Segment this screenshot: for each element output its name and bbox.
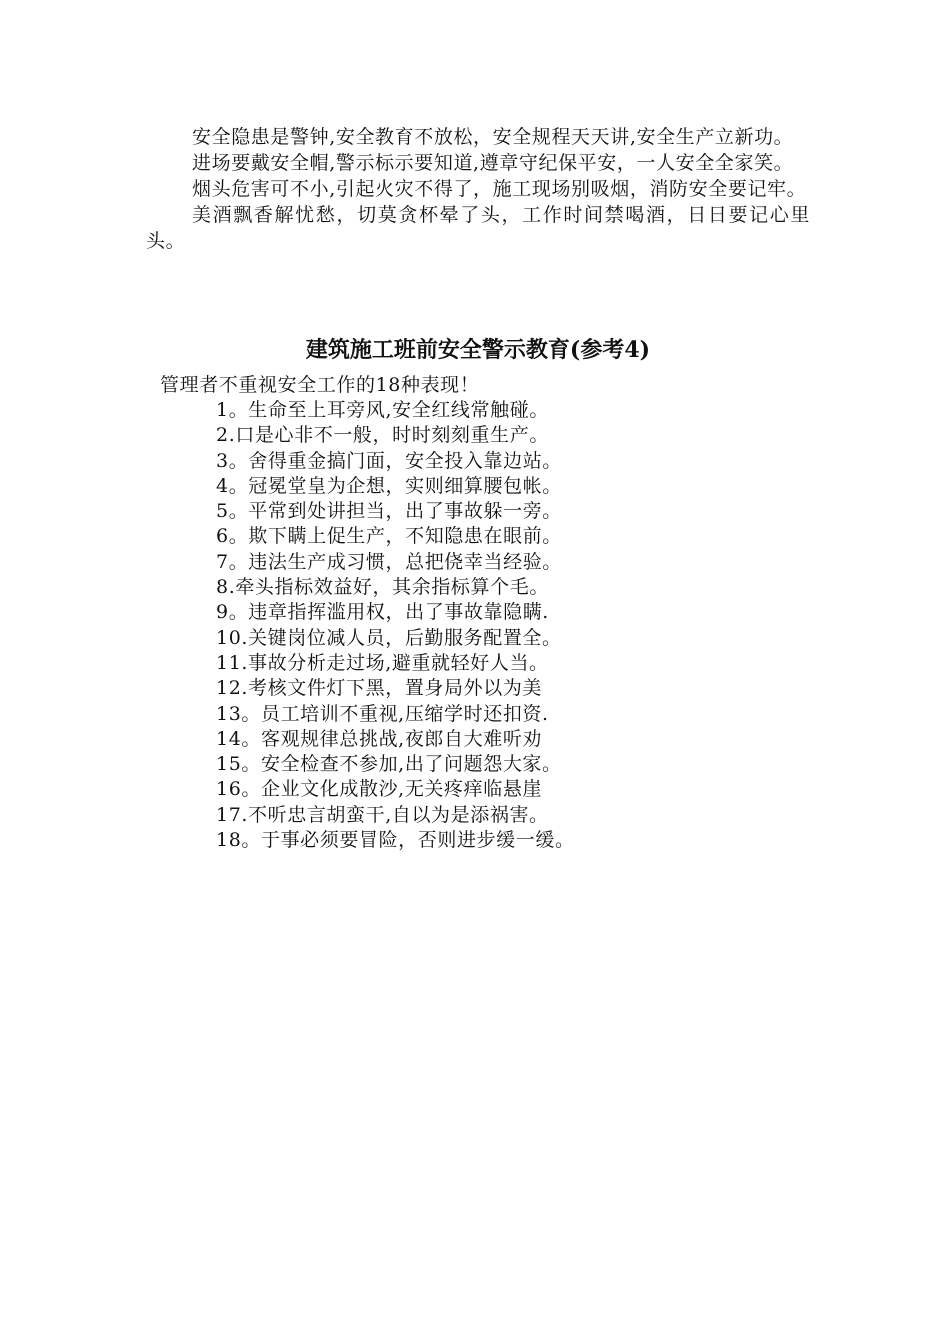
list-item: 10.关键岗位减人员，后勤服务配置全。 — [216, 626, 562, 649]
list-item: 13。员工培训不重视,压缩学时还扣资. — [216, 702, 549, 725]
intro-paragraph-3: 烟头危害可不小,引起火灾不得了，施工现场别吸烟，消防安全要记牢。 — [192, 178, 807, 200]
list-item: 12.考核文件灯下黑，置身局外以为美 — [216, 677, 543, 700]
list-item: 6。欺下瞒上促生产，不知隐患在眼前。 — [216, 525, 562, 548]
list-item: 9。违章指挥滥用权，出了事故靠隐瞒. — [216, 601, 549, 624]
list-item: 2.口是心非不一般，时时刻刻重生产。 — [216, 424, 549, 447]
list-item: 4。冠冕堂皇为企想，实则细算腰包帐。 — [216, 474, 562, 497]
list-item: 1。生命至上耳旁风,安全红线常触碰。 — [216, 399, 549, 421]
list-item: 16。企业文化成散沙,无关疼痒临悬崖 — [216, 778, 543, 801]
intro-paragraph-4: 美酒飘香解忧愁，切莫贪杯晕了头，工作时间禁喝酒，日日要记心里头。 — [146, 204, 810, 252]
list-item: 11.事故分析走过场,避重就轻好人当。 — [216, 651, 549, 674]
intro-paragraph-1: 安全隐患是警钟,安全教育不放松，安全规程天天讲,安全生产立新功。 — [192, 126, 794, 148]
list-item: 18。于事必须要冒险，否则进步缓一缓。 — [216, 829, 575, 852]
list-item: 5。平常到处讲担当，出了事故躲一旁。 — [216, 500, 562, 523]
list-item: 7。违法生产成习惯，总把侥幸当经验。 — [216, 550, 562, 573]
list-item: 15。安全检查不参加,出了问题怨大家。 — [216, 753, 562, 776]
list-item: 8.牵头指标效益好，其余指标算个毛。 — [216, 576, 549, 599]
list-item: 14。客观规律总挑战,夜郎自大难听劝 — [216, 727, 543, 750]
intro-text — [146, 124, 810, 254]
intro-paragraph-2: 进场要戴安全帽,警示标示要知道,遵章守纪保平安，一人安全全家笑。 — [192, 152, 794, 174]
manifestation-list — [216, 398, 575, 853]
section-title: 建筑施工班前安全警示教育(参考4) — [305, 337, 651, 363]
section-subtitle: 管理者不重视安全工作的18种表现！ — [160, 374, 480, 396]
list-item: 3。舍得重金搞门面，安全投入靠边站。 — [216, 449, 562, 472]
list-item: 17.不听忠言胡蛮干,自以为是添祸害。 — [216, 803, 549, 826]
